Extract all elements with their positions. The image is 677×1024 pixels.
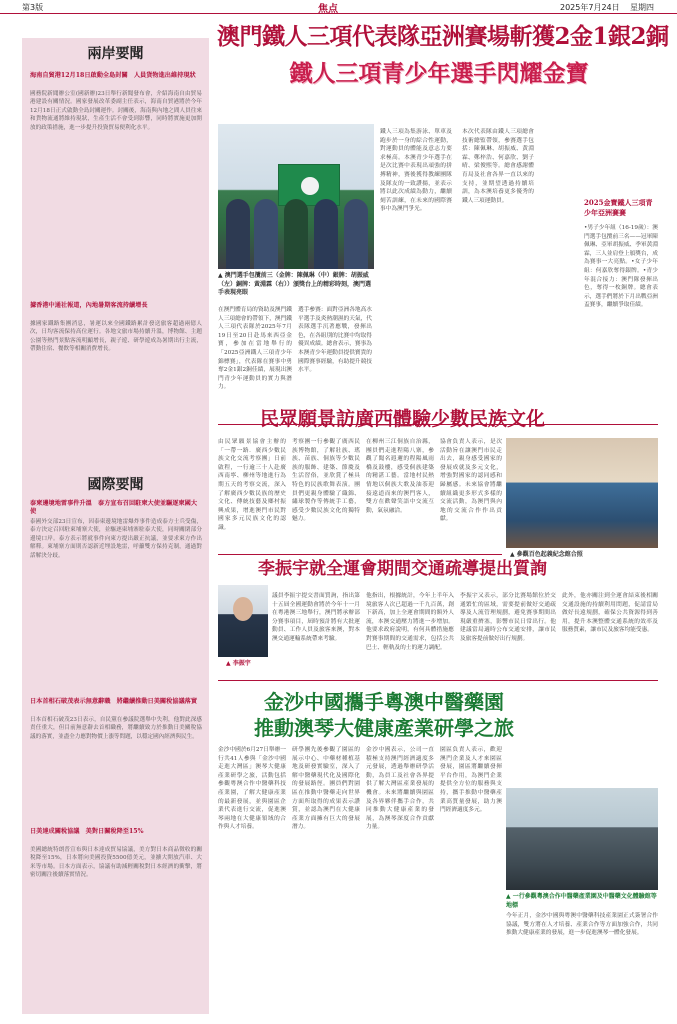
tcm-park-visit-photo bbox=[506, 788, 658, 890]
article-text: 今年正月，金沙中國與粵澳中醫藥科技產業園正式簽署合作協議，雙方將在人才培養、產業合作等方面加強合作，共同推動大健康產業的發展，進一步促進澳琴一體化發展。 bbox=[506, 913, 658, 937]
article-text: 金沙中國表示，公司一直積極支持澳門經濟適度多元發展，透過舉辦研學活動，為員工及社會各界提供了解大灣區產業發展的機會。未來將繼續與園區及各界夥伴攜手合作，共同推動大健康產業的發展，為澳琴深度合作貢獻力量。 bbox=[366, 747, 434, 831]
photo-caption: ▲ 李振宇 bbox=[226, 660, 251, 667]
sidebar-title-international: 國際要聞 bbox=[87, 477, 144, 493]
issue-date: 2025年7月24日 bbox=[560, 3, 620, 12]
article3-headline: 李振宇就全運會期間交通疏導提出質詢 bbox=[258, 559, 547, 579]
sidebar-title-cross-strait: 兩岸要聞 bbox=[87, 46, 144, 62]
weekday: 星期四 bbox=[630, 3, 654, 12]
sidebar-headline: 泰柬邊境地雷事件升溫 泰方宣布召回駐柬大使並驅逐柬國大使 bbox=[30, 500, 198, 515]
sidebar-headline: 日美達成關稅協議 美對日關稅降至15% bbox=[30, 828, 144, 835]
article4-headline-line1: 金沙中國攜手粵澳中醫藥園 bbox=[264, 690, 504, 714]
article1-title-line1: 澳門鐵人三項代表隊亞洲賽場斬獲2金1銀2銅 bbox=[217, 23, 669, 50]
sidebar-headline: 日本首相石破茂表示無意辭職 將繼續推動日美關稅協議落實 bbox=[30, 698, 198, 705]
sidebar-text: 泰國外交部23日宣布，因泰柬邊境地雷爆炸事件造成泰方士兵受傷，泰方決定召回駐柬埔寨大使，並驅逐柬埔寨駐泰大使，同時關閉部分邊境口岸。泰方表示將就事件向柬方提出嚴正抗議，並要求柬方作出解釋。柬埔寨方面則否認新近埋設地雷，呼籲雙方保持克制，通過對話解決分歧。 bbox=[30, 519, 202, 559]
delegation-group-photo bbox=[506, 438, 658, 548]
article-text: 議員李振宇提交書面質詢，指出第十五屆全國運動會將於今年十一月在粵港澳三地舉行，澳門將承辦部分賽事項目，屆時預計將有大批運動員、工作人員及旅客來澳，對本澳交通運輸系統帶來考驗。 bbox=[272, 593, 360, 642]
article-text: 研學團先後參觀了園區的展示中心、中藥材種植基地及研發實驗室，深入了解中醫藥現代化及國際化的發展路徑。團員們對園區在推動中醫藥走向世界方面所取得的成果表示讚賞，並認為澳門在大健康產業方面擁有巨大的發展潛力。 bbox=[292, 747, 360, 831]
article1-headline bbox=[217, 22, 669, 112]
article-text: 李振宇又表示，部分比賽場館位於交通繁忙的區域，需要提前做好交通疏導及人流管理規劃，避免賽事期間出現嚴重擠塞，影響市民日常出行。他建議當局適時公布交通安排，讓市民及旅客提前做好出行規劃。 bbox=[460, 593, 556, 642]
photo-caption: ▲ 參觀百色起義紀念館合照 bbox=[510, 551, 583, 558]
article-text: 園區負責人表示，歡迎澳門企業及人才來園區發展，園區將繼續發揮平台作用，為澳門企業提供全方位的服務與支持，攜手推動中醫藥產業高質量發展，助力澳門經濟適度多元。 bbox=[440, 747, 502, 814]
results-text: •男子少年組（16-19歲）：澳門選手包攬前三名——冠軍陳佩琳、亞軍胡振威、季軍黃淵霖，三人並肩登上頒獎台，成為賽事一大亮點。•女子少年組：何嘉欣奪得銀牌。•青少年混合接力：澳門隊發揮出色，奪得一枚銅牌。總會表示，選手們將於下月出戰亞洲盃賽事，繼續爭取佳績。 bbox=[584, 225, 658, 309]
triathlon-team-photo bbox=[218, 124, 374, 269]
article-text: 他指出，根據統計，今年上半年入境旅客人次已超過一千九百萬，創下新高，加上全運會期間的額外人流，本澳交通壓力將進一步增加。他要求政府說明，有何具體措施應對賽事期間的交通需求，包括公共巴士、輕軌及的士的運力調配。 bbox=[366, 593, 454, 651]
article-text: 金沙中國於6月27日舉辦一行共41人參與「金沙中國走進大灣區」澳琴大健康產業研學之旅，活動包括參觀粵澳合作中醫藥科技產業園，了解大健康產業的最新發展，並與園區企業代表進行交流，促進澳琴兩地在大健康領域的合作與人才培養。 bbox=[218, 747, 286, 831]
article-text: 考察團一行參觀了廣西民族博物館，了解壯族、瑤族、苗族、侗族等少數民族的服飾、建築、節慶及生活習俗，並欣賞了極具特色的民族歌舞表演。團員們更親身體驗了織錦、繡球製作等傳統手工藝，感受少數民族文化的獨特魅力。 bbox=[292, 439, 360, 523]
sidebar-text: 日本首相石破茂23日表示，自民黨在參議院選舉中失利，他對此深感責任重大，但目前無意辭去首相職務，將繼續致力於推動日美關稅協議的落實，並盡全力應對物價上漲等問題，以穩定國內經濟與民生。 bbox=[30, 717, 202, 740]
article-text: 選手參賽：面對亞洲各地高水平選手及炎熱潮濕的天氣，代表隊選手沉著應戰，發揮出色，在各組別的比賽中均取得優異成績。總會表示，賽事為本澳青少年運動員提供寶貴的國際賽事經驗，有助提升競技水平。 bbox=[298, 307, 372, 374]
article4-headline-line2: 推動澳琴大健康產業研學之旅 bbox=[254, 716, 514, 740]
sidebar-headline: 海南自貿港12月18日啟動全島封關 人員貨物進出維持現狀 bbox=[30, 72, 196, 79]
page-number: 第3版 bbox=[22, 3, 44, 12]
photo-caption: ▲ 一行參觀粵澳合作中醫藥產業園及中醫藥文化體驗館等地標 bbox=[506, 893, 657, 909]
sidebar-text: 據國家鐵路集團消息，暑運以來全國鐵路累計發送旅客超過兩億人次，日均客流保持高位運行。各地文旅市場持續升溫，博物館、主題公園等熱門景點客流明顯增長，親子遊、研學遊成為暑期出行主流，帶動住宿、餐飲等相關消費增長。 bbox=[30, 321, 202, 353]
article-text: 在柳州三江侗族自治縣，團員們走進程陽八寨，參觀了聞名遐邇的程陽風雨橋及鼓樓，感受侗族建築的精湛工藝。當地村民熱情地以侗族大歌及油茶迎接遠道而來的澳門客人，雙方在歡聲笑語中交流互動，氣氛融洽。 bbox=[366, 439, 434, 514]
portrait-photo bbox=[218, 585, 268, 657]
results-heading: 2025金寶鐵人三項青少年亞洲賽賽 bbox=[584, 198, 653, 217]
article-text: 鐵人三項為集游泳、單車及跑步於一身的綜合性運動，對運動員的體能及意志力要求極高。本澳青少年選手在是次比賽中表現出頑強的拼搏精神，賽後獲得教練團隊及隊友的一致讚揚，並表示將以此次成績為動力，繼續刻苦訓練，在未來的國際賽事中為澳門爭光。 bbox=[380, 129, 452, 213]
sidebar-text: 美國總統特朗普宣布與日本達成貿易協議，美方對日本商品徵收的關稅降至15%，日本將向美國投資5500億美元，並擴大開放汽車、大米等市場。日本方面表示，協議有助減輕關稅對日本經濟的衝擊，將密切關注後續落實情況。 bbox=[30, 847, 202, 879]
photo-caption: ▲ 澳門選手包攬前三（金牌：陳佩琳（中）銀牌：胡振威（左）銅牌：黃淵霖（右））頒獎台上的精彩時刻，澳門選手表現亮眼 bbox=[218, 272, 372, 296]
article-text: 由民眾願景協會主辦的「一帶一路．廣西少數民族文化交流考察團」日前啟程，一行逾三十人赴廣西南寧、柳州等地進行為期五天的考察交流，深入了解廣西少數民族的歷史文化、傳統技藝及鄉村振興成果，增進澳門市民對國家多元民族文化的認識。 bbox=[218, 439, 286, 531]
article-text: 協會負責人表示，是次活動旨在讓澳門市民走出去，親身感受國家的發展成就及多元文化，增強對國家的認同感和歸屬感。未來協會將繼續組織更多形式多樣的交流活動，為澳門與內地的交流合作作出貢獻。 bbox=[440, 439, 502, 523]
page-header bbox=[0, 0, 677, 14]
section-divider bbox=[218, 680, 658, 681]
article1-title-line2: 鐵人三項青少年選手閃耀金寶 bbox=[289, 60, 589, 87]
article-text: 在澳門體育局的資助及澳門鐵人三項總會的帶領下，澳門鐵人三項代表隊於2025年7月19日至20日赴馬來西亞金寶，參加在當地舉行的「2025亞洲鐵人三項青少年錦標賽」，代表隊在賽事中勇奪2金1銀2銅佳績，展現出澳門青少年運動員的實力與潛力。 bbox=[218, 307, 292, 391]
article-text: 此外，他亦關注到全運會結束後相關交通設施的持續利用問題，促請當局做好長遠規劃，確保公共資源得到善用，提升本澳整體交通系統的效率及服務質素，讓市民及旅客均能受惠。 bbox=[562, 593, 658, 634]
article2-headline: 民眾願景訪廣西體驗少數民族文化 bbox=[260, 408, 546, 430]
sidebar-text: 國務院新聞辦公室(國新辦)23日舉行新聞發布會，介紹海南自由貿易港建設有關情況。國家發展改革委副主任表示，海南自貿港將於今年12月18日正式啟動全島封關運作。封關後，海南與內地之間人員往來和貨物流通將維持現狀，生產生活不會受到影響，同時將實施更加開放的政策措施，進一步提升投資貿易便利化水平。 bbox=[30, 91, 202, 131]
news-sidebar bbox=[22, 38, 209, 1014]
sidebar-headline: 據香港中通社報道，內地暑期客流持續增長 bbox=[30, 302, 148, 309]
newspaper-brand: 焦点 bbox=[318, 4, 338, 15]
article-text: 本次代表隊由鐵人三項總會技術總監帶領，參賽選手包括：陳佩琳、胡振威、黃淵霖、鄭梓浩、何嘉欣、劉子晴、梁俊熙等。總會感謝體育局及社會各界一直以來的支持，並期望透過持續培訓，為本澳培養更多優秀的鐵人三項運動員。 bbox=[462, 129, 534, 204]
